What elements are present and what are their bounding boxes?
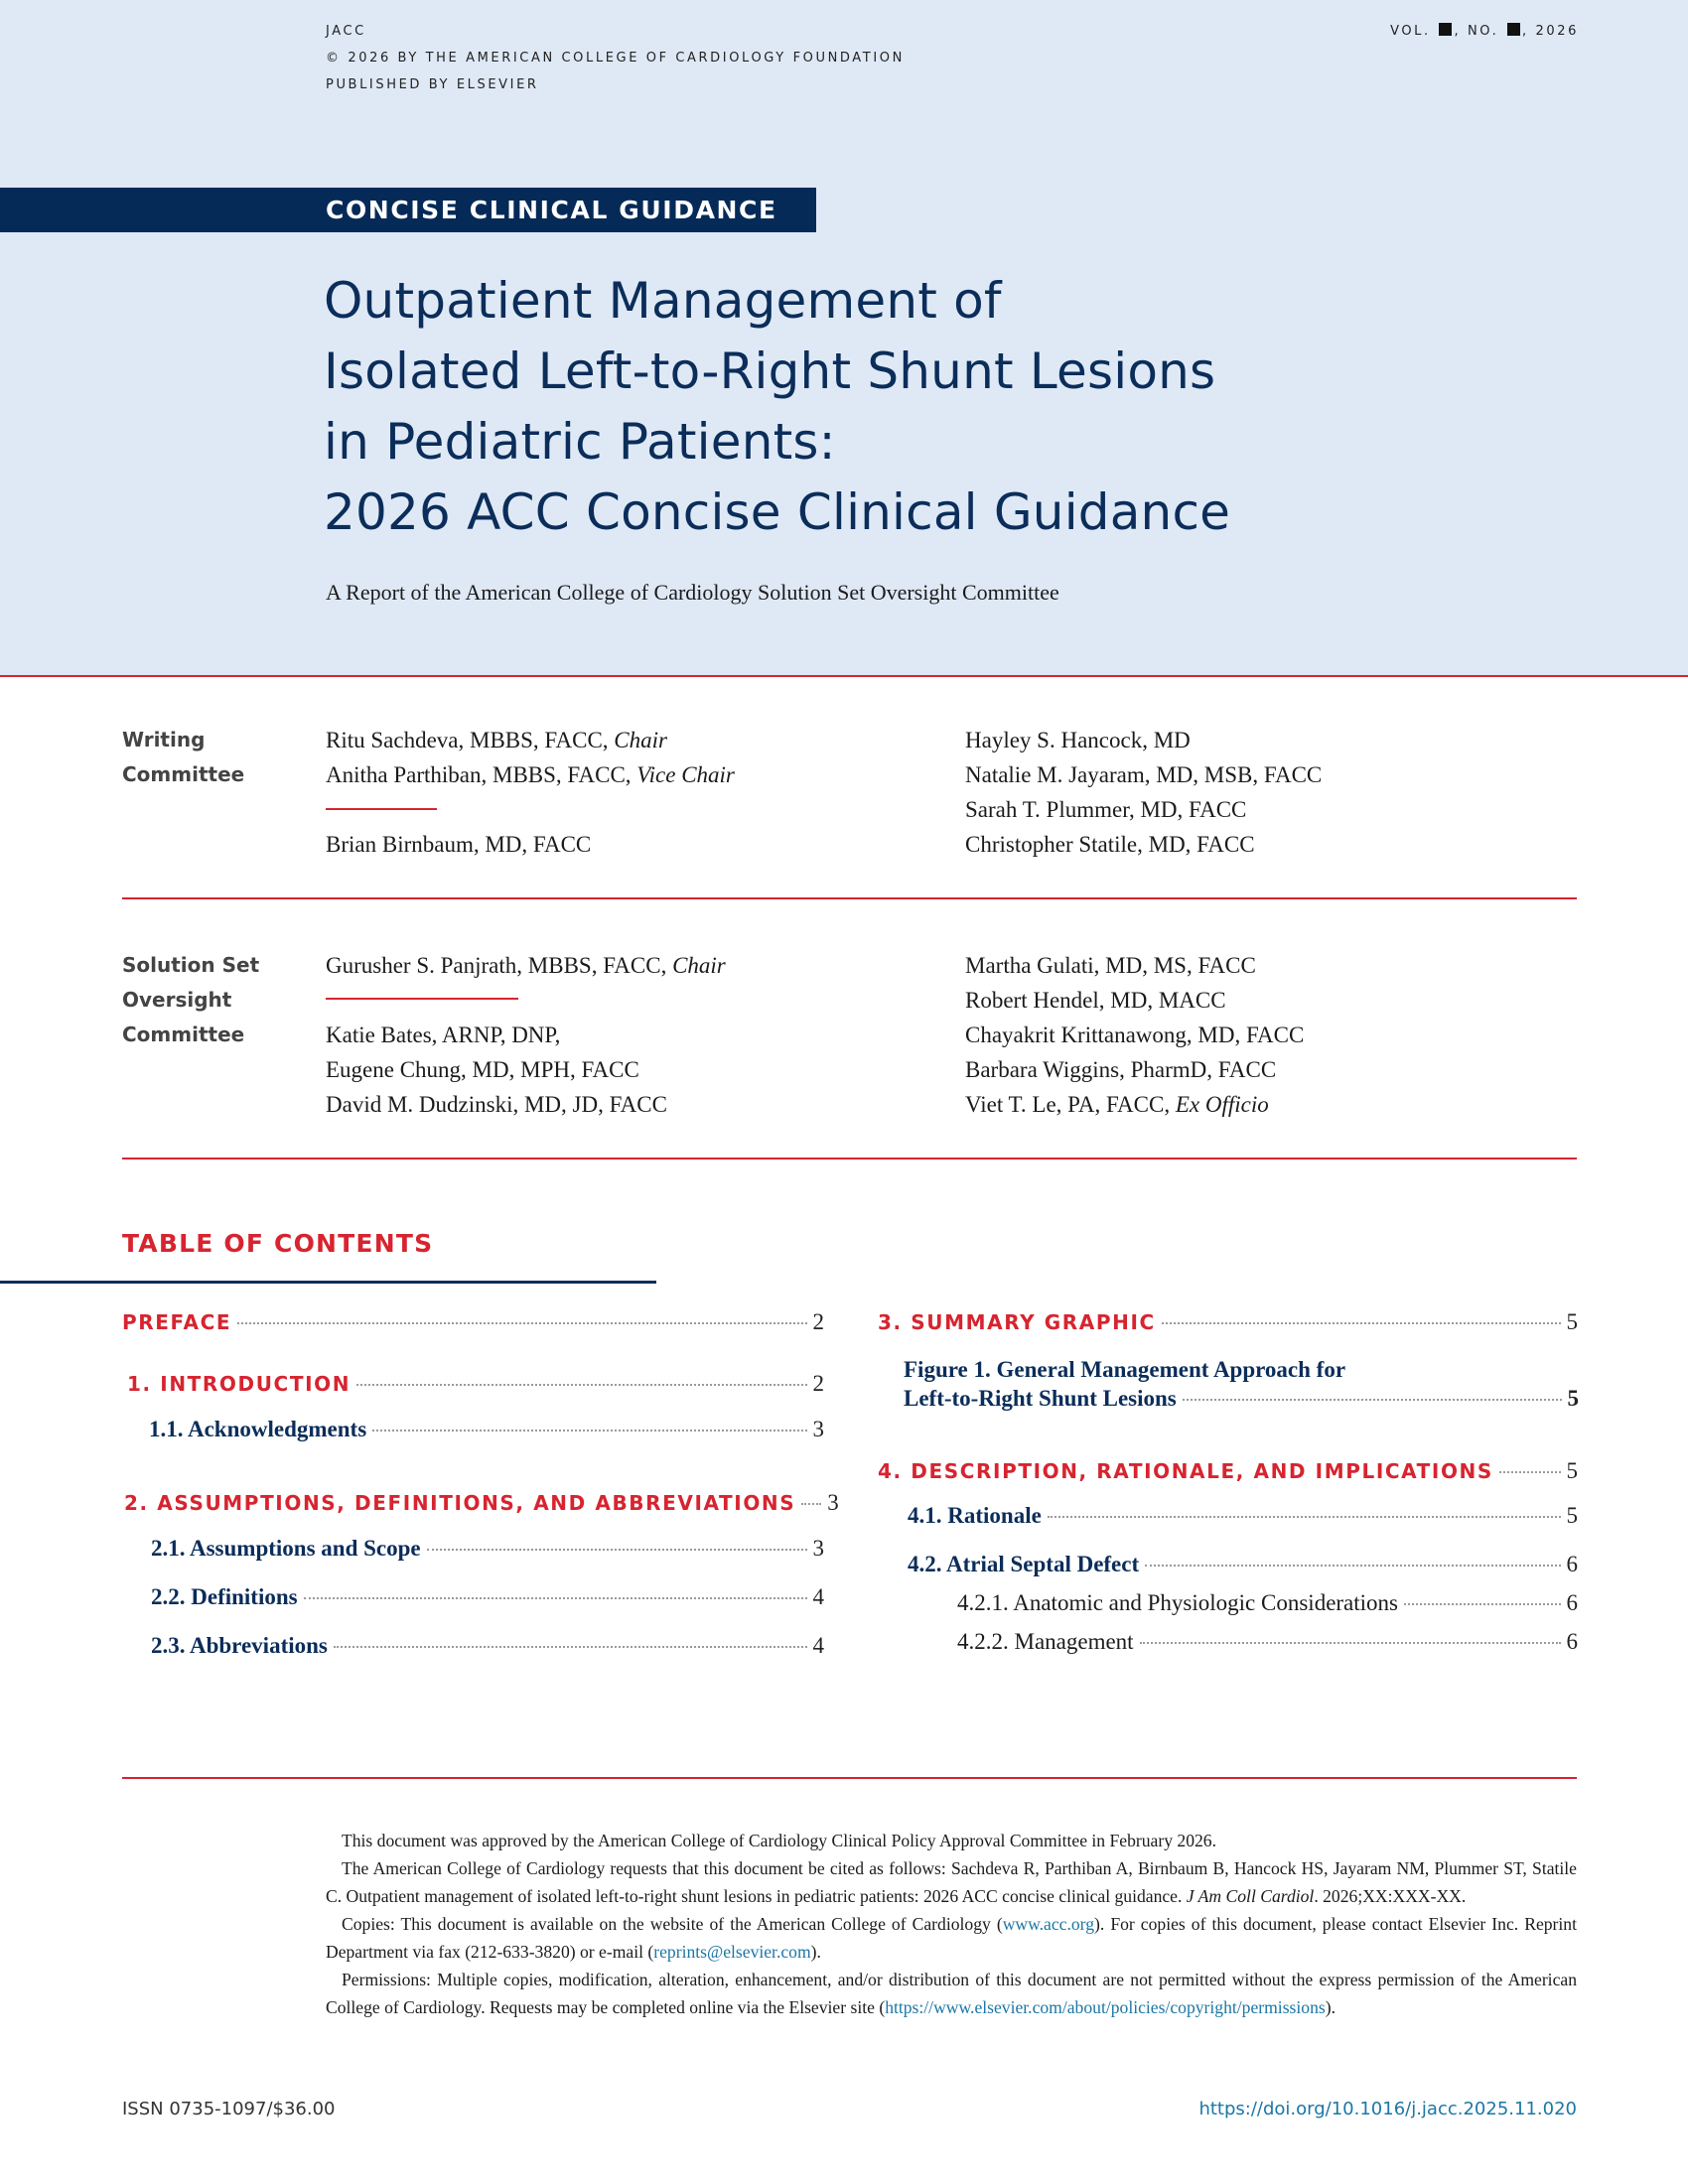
leader-dots [1404,1603,1561,1605]
copyright-line: © 2026 BY THE AMERICAN COLLEGE OF CARDIOLOGY FOUNDATION [326,51,905,66]
member-role: Vice Chair [636,762,735,787]
toc-page: 4 [812,1584,824,1609]
committee-member: Christopher Statile, MD, FACC [965,832,1255,857]
redacted-number-box [1507,23,1520,36]
leader-dots [334,1646,807,1648]
copies-text: Copies: This document is available on the website of the American College of Cardiology ( [342,1914,1003,1934]
reprints-email-link[interactable]: reprints@elsevier.com [653,1942,811,1962]
toc-page: 6 [1566,1629,1578,1654]
label-line: Committee [122,762,245,786]
member-role: Chair [614,728,667,752]
label-line: Committee [122,1023,245,1046]
writing-committee-left [326,723,735,862]
permissions-link[interactable]: https://www.elsevier.com/about/policies/copyright/permissions [885,1997,1326,2017]
section-divider [122,1777,1577,1779]
doi-link[interactable]: https://doi.org/10.1016/j.jacc.2025.11.020 [1198,2099,1577,2119]
section-divider [122,897,1577,899]
toc-item-definitions[interactable] [151,1584,824,1610]
committee-member: Natalie M. Jayaram, MD, MSB, FACC [965,762,1323,787]
journal-meta [326,18,905,98]
leader-dots [356,1384,806,1386]
toc-item-figure-1[interactable] [904,1355,1579,1413]
toc-item-atrial-septal-defect[interactable] [908,1552,1578,1577]
permissions-note [326,1966,1577,2021]
toc-page: 6 [1566,1552,1578,1576]
leader-dots [801,1503,821,1505]
committee-member: Martha Gulati, MD, MS, FACC [965,953,1256,978]
chair-separator [326,998,518,1000]
toc-page: 5 [1566,1503,1578,1528]
oversight-committee-label [122,948,259,1052]
member-name: Gurusher S. Panjrath, MBBS, FACC, [326,953,673,978]
toc-page: 5 [1567,1386,1579,1411]
toc-page: 5 [1566,1458,1578,1483]
toc-item-acknowledgments[interactable] [149,1417,824,1442]
committee-vice-chair [326,757,735,792]
title-line: Outpatient Management of [324,272,1002,330]
journal-name: JACC [326,24,366,39]
leader-dots [237,1322,806,1324]
toc-item-abbreviations[interactable] [151,1633,824,1659]
citation-note [326,1854,1577,1910]
member-name: Anitha Parthiban, MBBS, FACC, [326,762,637,787]
toc-rule [0,1281,656,1284]
issn-price: ISSN 0735-1097/$36.00 [122,2099,336,2119]
title-line: 2026 ACC Concise Clinical Guidance [324,483,1231,541]
toc-label: PREFACE [122,1310,232,1334]
label-line: Writing [122,728,206,751]
toc-label: 4.2.1. Anatomic and Physiologic Considerations [957,1590,1398,1615]
committee-member: Katie Bates, ARNP, DNP, [326,1023,561,1047]
title-line: in Pediatric Patients: [324,413,836,471]
copies-text: ). For copies of this document, please contact Elsevier Inc. Reprint Department via fax (212-633-3820) or e-mail ( [326,1914,1577,1962]
toc-page: 3 [827,1490,839,1515]
committee-ex-officio [965,1087,1304,1122]
front-matter-notes [326,1827,1577,2021]
copies-text: ). [810,1942,821,1962]
toc-figure-line [904,1384,1579,1413]
vol-label: VOL. [1390,24,1431,39]
committee-member: Eugene Chung, MD, MPH, FACC [326,1057,639,1082]
leader-dots [1183,1399,1562,1401]
committee-member: Barbara Wiggins, PharmD, FACC [965,1057,1277,1082]
toc-title: TABLE OF CONTENTS [122,1229,434,1258]
leader-dots [1162,1322,1561,1324]
leader-dots [1145,1565,1560,1567]
leader-dots [1048,1516,1561,1518]
member-role: Chair [672,953,726,978]
committee-member: Sarah T. Plummer, MD, FACC [965,797,1247,822]
member-name: Viet T. Le, PA, FACC, [965,1092,1176,1117]
member-name: Ritu Sachdeva, MBBS, FACC, [326,728,615,752]
toc-page: 4 [812,1633,824,1658]
no-label: , NO. [1454,24,1499,39]
citation-journal: J Am Coll Cardiol [1186,1886,1315,1906]
citation-ref: . 2026;XX:XXX-XX. [1314,1886,1467,1906]
year-label: , 2026 [1522,24,1579,39]
committee-member: Chayakrit Krittanawong, MD, FACC [965,1023,1305,1047]
toc-label: Figure 1. General Management Approach for [904,1357,1346,1382]
citation-text: The American College of Cardiology requests that this document be cited as follows: Sachdeva R, Parthiban A, Birnbaum B, Hancock HS, Jayaram NM, Plummer ST, Statile C. Outpatient management of isolated left-to-right shunt lesions in pediatric patients: 2026 ACC concise clinical guidance. [326,1858,1577,1906]
oversight-committee-right [965,948,1304,1122]
header-divider [0,675,1688,677]
copies-note [326,1910,1577,1966]
committee-member: David M. Dudzinski, MD, JD, FACC [326,1092,667,1117]
toc-item-anatomic-considerations[interactable] [957,1590,1578,1616]
approval-note: This document was approved by the American College of Cardiology Clinical Policy Approval Committee in February 2026. [342,1831,1216,1850]
toc-item-summary-graphic[interactable] [878,1309,1578,1335]
leader-dots [1140,1642,1561,1644]
volume-info [1390,18,1579,45]
toc-item-preface[interactable] [122,1309,824,1335]
publisher-line: PUBLISHED BY ELSEVIER [326,77,539,92]
article-type: CONCISE CLINICAL GUIDANCE [326,196,777,224]
toc-page: 2 [812,1371,824,1396]
permissions-text: ). [1325,1997,1336,2017]
leader-dots [372,1430,806,1432]
redacted-volume-box [1439,23,1452,36]
toc-page: 2 [812,1309,824,1334]
title-line: Isolated Left-to-Right Shunt Lesions [324,342,1216,400]
label-line: Solution Set [122,953,260,977]
toc-page: 3 [812,1536,824,1561]
toc-item-introduction[interactable] [127,1371,824,1397]
chair-separator [326,808,437,810]
permissions-text: Permissions: Multiple copies, modification, alteration, enhancement, and/or distribution of this document are not permitted without the express permission of the American College of Cardiology. Requests may be completed online via the Elsevier site ( [326,1970,1577,2017]
toc-label: 2.3. Abbreviations [151,1633,328,1658]
committee-member: Hayley S. Hancock, MD [965,728,1191,752]
toc-item-rationale[interactable] [908,1503,1578,1529]
report-subtitle: A Report of the American College of Cardiology Solution Set Oversight Committee [326,580,1059,605]
section-divider [122,1158,1577,1160]
oversight-committee-left [326,948,726,1122]
article-type-banner [0,188,816,232]
toc-item-scope[interactable] [151,1536,824,1562]
member-role: Ex Officio [1175,1092,1269,1117]
leader-dots [304,1597,807,1599]
toc-label: 2.1. Assumptions and Scope [151,1536,421,1561]
toc-page: 6 [1566,1590,1578,1615]
leader-dots [427,1549,807,1551]
committee-chair [326,948,726,983]
toc-item-assumptions[interactable] [124,1490,839,1516]
toc-label: 1.1. Acknowledgments [149,1417,367,1441]
article-title [324,266,1230,548]
committee-member: Brian Birnbaum, MD, FACC [326,832,592,857]
committee-member: Robert Hendel, MD, MACC [965,988,1226,1013]
writing-committee-right [965,723,1322,862]
leader-dots [1499,1471,1561,1473]
toc-label: 3. SUMMARY GRAPHIC [878,1310,1156,1334]
toc-page: 5 [1566,1309,1578,1334]
committee-chair [326,723,735,757]
acc-website-link[interactable]: www.acc.org [1002,1914,1095,1934]
toc-label: Left-to-Right Shunt Lesions [904,1386,1177,1411]
toc-label: 4.2. Atrial Septal Defect [908,1552,1140,1576]
toc-label: 1. INTRODUCTION [127,1372,352,1396]
toc-label: 2.2. Definitions [151,1584,298,1609]
toc-item-management[interactable] [957,1629,1578,1655]
writing-committee-label [122,723,244,792]
toc-item-description[interactable] [878,1458,1578,1484]
toc-page: 3 [812,1417,824,1441]
toc-label: 2. ASSUMPTIONS, DEFINITIONS, AND ABBREVIATIONS [124,1491,796,1515]
toc-label: 4. DESCRIPTION, RATIONALE, AND IMPLICATIONS [878,1459,1493,1483]
toc-label: 4.1. Rationale [908,1503,1042,1528]
toc-label: 4.2.2. Management [957,1629,1134,1654]
label-line: Oversight [122,988,232,1012]
